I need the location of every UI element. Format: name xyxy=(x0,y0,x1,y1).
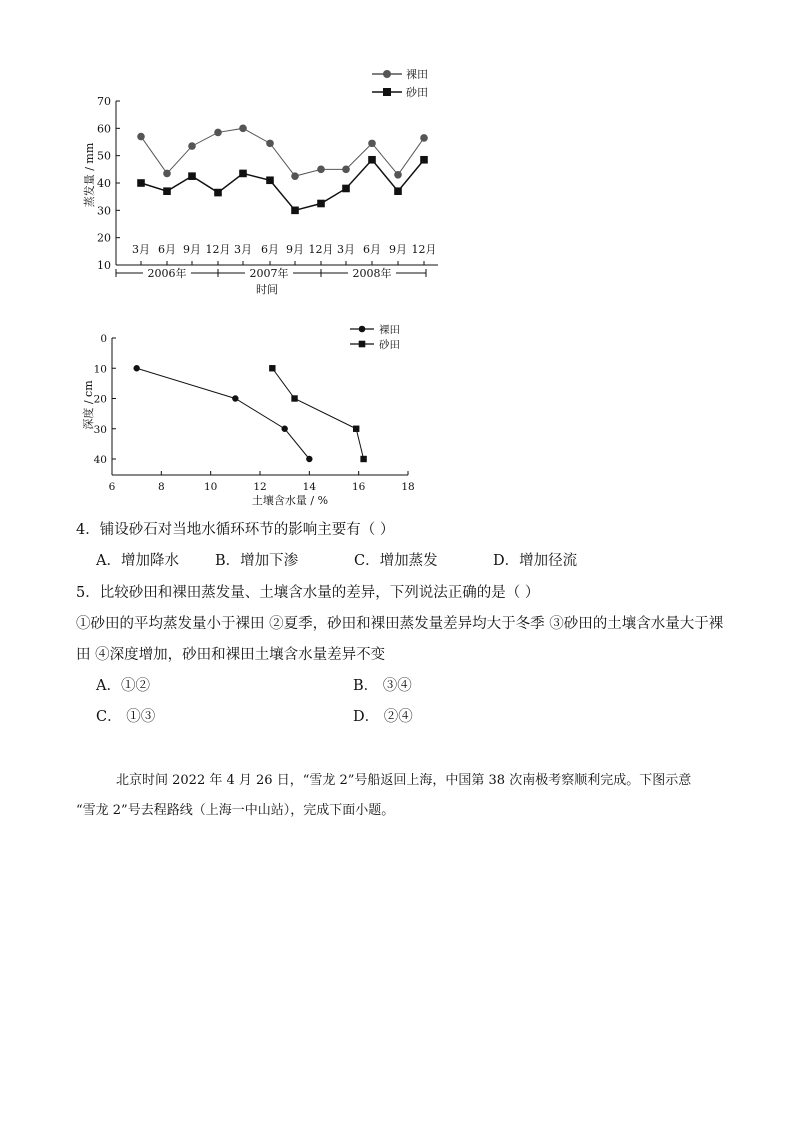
x-tick-label: 12月 xyxy=(411,243,437,256)
x-tick-label: 6月 xyxy=(261,243,279,256)
q4-option-d[interactable]: D．增加径流 xyxy=(493,553,578,569)
x-tick-label: 9月 xyxy=(183,243,201,256)
data-point-砂田 xyxy=(360,456,366,462)
y-tick-label: 10 xyxy=(97,259,111,272)
data-point-砂田 xyxy=(269,365,275,371)
data-point-裸田 xyxy=(317,166,325,174)
question-4-stem: 4．铺设砂石对当地水循环环节的影响主要有（ ） xyxy=(76,522,395,538)
data-point-裸田 xyxy=(232,395,238,401)
y-tick-label: 70 xyxy=(97,95,111,108)
data-point-裸田 xyxy=(133,365,139,371)
y-tick-label: 20 xyxy=(93,393,107,406)
legend-marker xyxy=(383,88,391,96)
legend-label: 裸田 xyxy=(379,324,400,336)
data-point-裸田 xyxy=(342,166,350,174)
x-tick-label: 12 xyxy=(253,481,267,493)
data-point-裸田 xyxy=(188,142,196,150)
series-line-砂田 xyxy=(272,368,363,459)
legend-marker xyxy=(359,326,366,333)
data-point-裸田 xyxy=(266,140,274,148)
data-point-裸田 xyxy=(239,125,247,133)
x-tick-label: 3月 xyxy=(234,243,252,256)
passage-line-1: 北京时间 2022 年 4 月 26 日，“雪龙 2”号船返回上海，中国第 38 次南极考察顺利完成。下图示意 xyxy=(116,773,692,788)
x-tick-label: 6月 xyxy=(363,243,381,256)
q5-option-d[interactable]: D． ②④ xyxy=(353,709,413,725)
x-tick-label: 16 xyxy=(351,481,366,493)
data-point-砂田 xyxy=(291,395,297,401)
x-tick-label: 3月 xyxy=(337,243,355,256)
x-tick-label: 9月 xyxy=(286,243,304,256)
x-tick-label: 6月 xyxy=(158,243,176,256)
series-line-裸田 xyxy=(141,128,424,176)
data-point-裸田 xyxy=(306,456,312,462)
y-tick-label: 0 xyxy=(100,333,107,345)
data-point-砂田 xyxy=(266,176,274,184)
q4-option-a[interactable]: A．增加降水 xyxy=(96,553,179,569)
y-tick-label: 50 xyxy=(97,149,111,163)
data-point-砂田 xyxy=(420,156,428,164)
data-point-砂田 xyxy=(291,207,299,215)
y-tick-label: 30 xyxy=(97,204,111,218)
data-point-砂田 xyxy=(342,185,350,193)
soil-moisture-line-chart xyxy=(0,310,794,520)
data-point-裸田 xyxy=(163,170,171,178)
data-point-砂田 xyxy=(137,179,145,187)
x-tick-label: 10 xyxy=(203,481,218,493)
year-label: 2006年 xyxy=(147,267,187,280)
data-point-砂田 xyxy=(188,172,196,180)
x-tick-label: 12月 xyxy=(308,243,334,256)
series-line-裸田 xyxy=(137,368,310,459)
x-tick-label: 14 xyxy=(302,481,317,493)
legend-label: 砂田 xyxy=(379,339,400,351)
q4-option-c[interactable]: C．增加蒸发 xyxy=(354,553,438,569)
legend-label: 裸田 xyxy=(406,68,428,81)
x-axis-title: 时间 xyxy=(256,283,278,296)
evaporation-line-chart xyxy=(0,0,794,310)
x-axis-title: 土壤含水量 / % xyxy=(251,494,329,507)
data-point-砂田 xyxy=(353,426,359,432)
data-point-砂田 xyxy=(368,156,376,164)
y-tick-label: 20 xyxy=(97,231,111,245)
q4-option-b[interactable]: B．增加下渗 xyxy=(215,553,299,569)
legend-label: 砂田 xyxy=(406,86,428,99)
y-axis-title: 深度 / cm xyxy=(82,380,95,430)
y-tick-label: 10 xyxy=(93,363,107,376)
question-5-statements-line2: 田 ④深度增加，砂田和裸田土壤含水量差异不变 xyxy=(76,647,386,663)
question-5-stem: 5．比较砂田和裸田蒸发量、土壤含水量的差异，下列说法正确的是（ ） xyxy=(76,585,540,601)
data-point-裸田 xyxy=(137,133,145,141)
y-tick-label: 30 xyxy=(93,423,107,436)
data-point-砂田 xyxy=(239,170,247,178)
data-point-裸田 xyxy=(291,172,299,180)
passage-line-2: “雪龙 2”号去程路线（上海一中山站），完成下面小题。 xyxy=(76,803,395,818)
year-label: 2007年 xyxy=(249,267,289,280)
data-point-裸田 xyxy=(420,134,428,142)
y-tick-label: 40 xyxy=(93,454,107,466)
q5-option-a[interactable]: A．①② xyxy=(96,678,150,694)
data-point-砂田 xyxy=(163,187,171,195)
data-point-砂田 xyxy=(214,189,222,197)
x-tick-label: 18 xyxy=(401,481,415,493)
data-point-裸田 xyxy=(394,171,402,179)
y-axis-title: 蒸发量 / mm xyxy=(83,142,96,208)
y-tick-label: 40 xyxy=(97,177,111,190)
data-point-砂田 xyxy=(394,187,402,195)
year-label: 2008年 xyxy=(352,267,392,280)
x-tick-label: 9月 xyxy=(389,243,407,256)
x-tick-label: 8 xyxy=(157,481,165,493)
series-line-砂田 xyxy=(141,160,424,211)
data-point-裸田 xyxy=(214,129,222,137)
data-point-裸田 xyxy=(281,426,287,432)
x-tick-label: 6 xyxy=(108,481,116,493)
q5-option-c[interactable]: C． ①③ xyxy=(96,709,156,725)
y-tick-label: 60 xyxy=(97,122,111,136)
legend-marker xyxy=(383,70,391,78)
question-5-statements-line1: ①砂田的平均蒸发量小于裸田 ②夏季，砂田和裸田蒸发量差异均大于冬季 ③砂田的土壤含水量大于裸 xyxy=(76,616,724,632)
legend-marker xyxy=(359,341,366,348)
data-point-砂田 xyxy=(317,200,325,208)
x-tick-label: 12月 xyxy=(205,243,231,256)
data-point-裸田 xyxy=(368,140,376,148)
x-tick-label: 3月 xyxy=(132,243,150,256)
q5-option-b[interactable]: B． ③④ xyxy=(353,678,412,694)
